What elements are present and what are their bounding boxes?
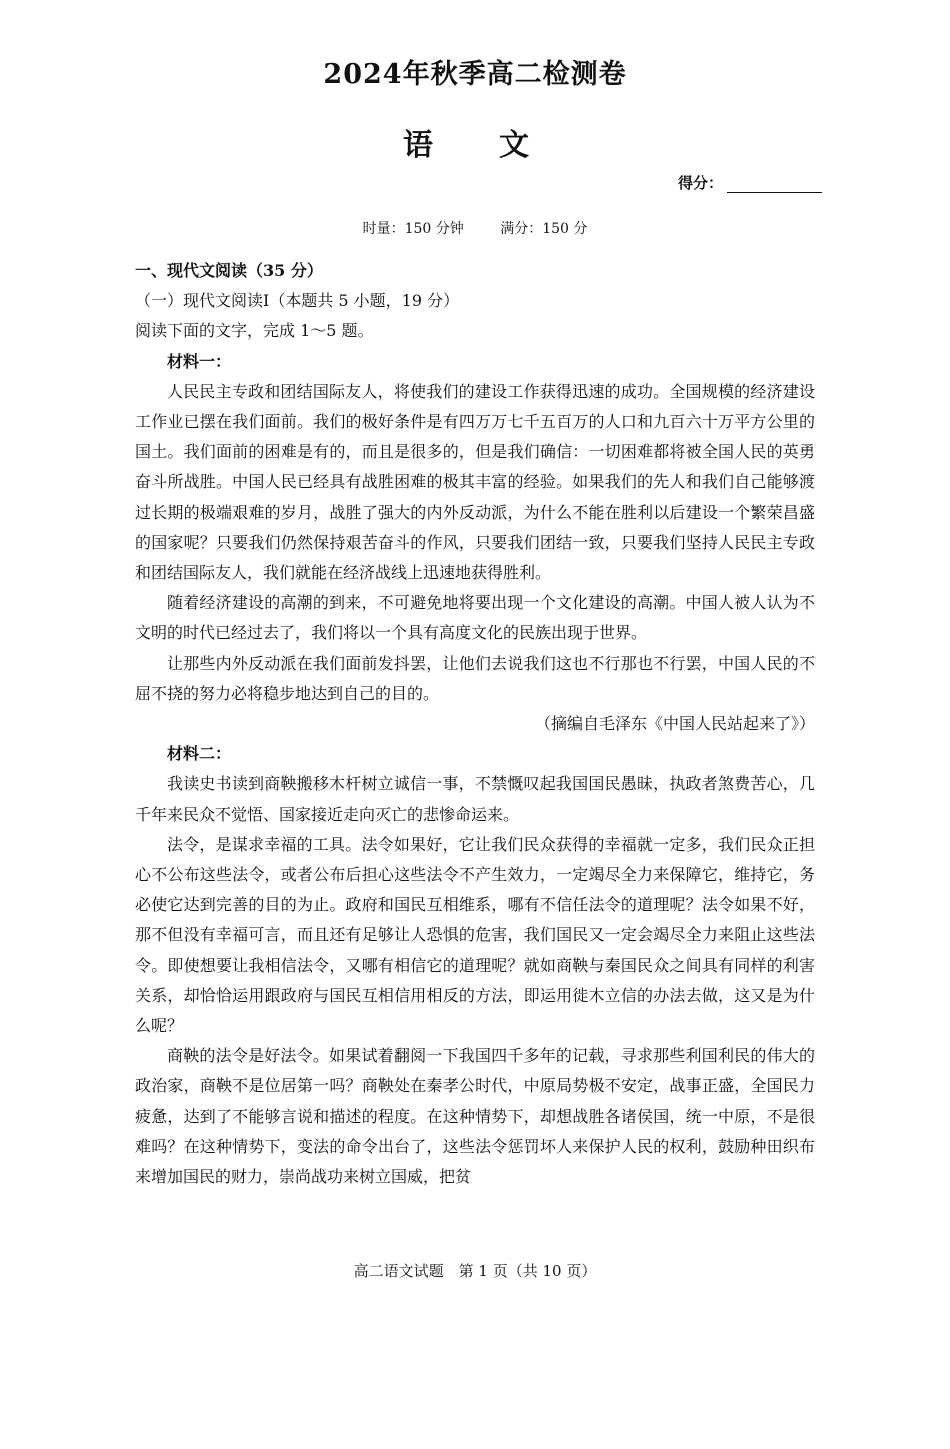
exam-meta	[0, 218, 950, 238]
reading-content	[135, 256, 815, 1192]
material1-paragraph: 让那些内外反动派在我们面前发抖罢，让他们去说我们这也不行那也不行罢，中国人民的不屈不挠的努力必将稳步地达到自己的目的。	[135, 653, 815, 703]
material1-label: 材料一：	[167, 351, 232, 371]
material2-paragraph: 法令，是谋求幸福的工具。法令如果好，它让我们民众获得的幸福就一定多，我们民众正担心不公布这些法令，或者公布后担心这些法令不产生效力，一定竭尽全力来保障它，维持它，务必使它达到完善的目的为止。政府和国民互相维系，哪有不信任法令的道理呢？法令如果不好，那不但没有幸福可言，而且还有足够让人恐惧的危害，我们国民又一定会竭尽全力来阻止这些法令。即使想要让我相信法令，又哪有相信它的道理呢？就如商鞅与秦国民众之间具有同样的利害关系，却恰恰运用跟政府与国民互相信用相反的方法，即运用徙木立信的办法去做，这又是为什么呢？	[135, 834, 815, 1036]
section-instruction: 阅读下面的文字，完成 1～5 题。	[135, 321, 374, 341]
material2-paragraph: 商鞅的法令是好法令。如果试着翻阅一下我国四千多年的记载，寻求那些利国利民的伟大的政治家，商鞅不是位居第一吗？商鞅处在秦孝公时代，中原局势极不安定，战事正盛，全国民力疲惫，达到了不能够言说和描述的程度。在这种情势下，却想战胜各诸侯国，统一中原，不是很难吗？在这种情势下，变法的命令出台了，这些法令惩罚坏人来保护人民的权利，鼓励种田织布来增加国民的财力，崇尚战功来树立国威，把贫	[135, 1046, 815, 1187]
score-field	[678, 172, 822, 193]
score-blank	[727, 176, 822, 193]
page-footer: 高二语文试题 第 1 页（共 10 页）	[353, 1262, 597, 1280]
exam-title: 2024年秋季高二检测卷	[323, 59, 627, 90]
subject-title: 语 文	[403, 128, 547, 163]
full-score: 满分：150 分	[500, 221, 588, 237]
section-subheading: （一）现代文阅读Ⅰ（本题共 5 小题，19 分）	[135, 291, 460, 311]
material1-paragraph: 随着经济建设的高潮的到来，不可避免地将要出现一个文化建设的高潮。中国人被人认为不文明的时代已经过去了，我们将以一个具有高度文化的民族出现于世界。	[135, 593, 815, 643]
material1-paragraph: 人民民主专政和团结国际友人，将使我们的建设工作获得迅速的成功。全国规模的经济建设工作业已摆在我们面前。我们的极好条件是有四万万七千五百万的人口和九百六十万平方公里的国土。我们面前的困难是有的，而且是很多的，但是我们确信：一切困难都将被全国人民的英勇奋斗所战胜。中国人民已经具有战胜困难的极其丰富的经验。如果我们的先人和我们自己能够渡过长期的极端艰难的岁月，战胜了强大的内外反动派，为什么不能在胜利以后建设一个繁荣昌盛的国家呢？只要我们仍然保持艰苦奋斗的作风，只要我们团结一致，只要我们坚持人民民主专政和团结国际友人，我们就能在经济战线上迅速地获得胜利。	[135, 381, 815, 583]
material1-source: （摘编自毛泽东《中国人民站起来了》）	[534, 714, 815, 734]
time-limit: 时量：150 分钟	[362, 221, 464, 237]
material2-paragraph: 我读史书读到商鞅搬移木杆树立诚信一事，不禁慨叹起我国国民愚昧，执政者煞费苦心，几千年来民众不觉悟、国家接近走向灭亡的悲惨命运来。	[135, 774, 815, 824]
material2-label: 材料二：	[167, 744, 232, 764]
section-heading: 一、现代文阅读（35 分）	[135, 261, 323, 280]
score-label: 得分：	[678, 174, 724, 192]
